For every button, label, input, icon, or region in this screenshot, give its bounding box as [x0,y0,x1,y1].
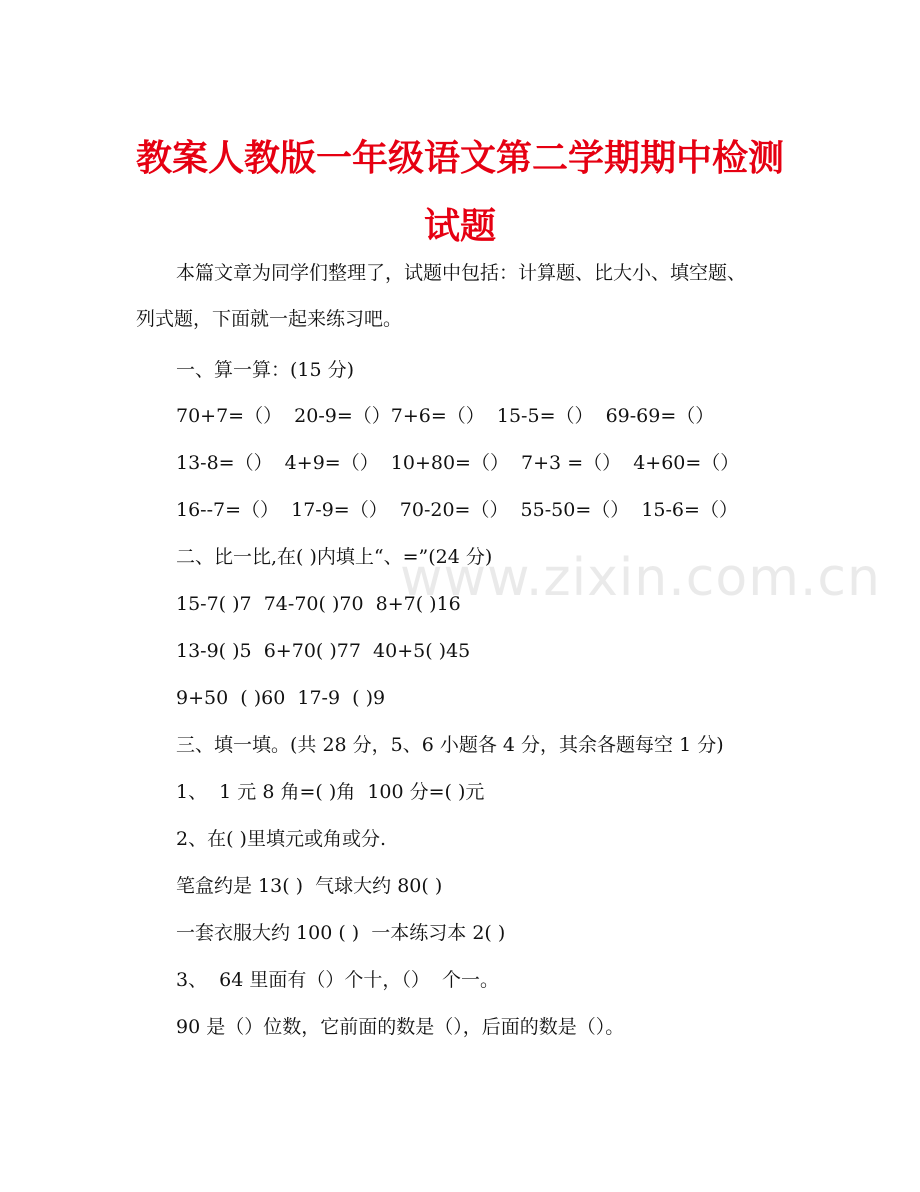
compare-row-1: 15-7( )7 74-70( )70 8+7( )16 [176,593,461,615]
fill-question-1: 1、 1 元 8 角=( )角 100 分=( )元 [176,781,485,803]
section-2-heading: 二、比一比,在( )内填上“、=”(24 分) [176,546,493,568]
intro-line-2: 列式题，下面就一起来练习吧。 [136,308,403,330]
compare-row-3: 9+50 ( )60 17-9 ( )9 [176,687,386,709]
fill-question-3: 3、 64 里面有（）个十，（） 个一。 [176,969,499,991]
calc-row-3: 16--7=（） 17-9=（） 70-20=（） 55-50=（） 15-6=（） [176,499,738,521]
document-title-line-1: 教案人教版一年级语文第二学期期中检测 [135,138,784,179]
watermark: www.zixin.com.cn [400,548,881,608]
compare-row-2: 13-9( )5 6+70( )77 40+5( )45 [176,640,471,662]
section-3-heading: 三、填一填。(共 28 分，5、6 小题各 4 分，其余各题每空 1 分) [176,734,724,756]
section-1-heading: 一、算一算：(15 分) [176,359,355,381]
intro-paragraph [136,250,796,342]
calc-row-1: 70+7=（） 20-9=（）7+6=（） 15-5=（） 69-69=（） [176,405,715,427]
fill-question-3-row-2: 90 是（）位数，它前面的数是（），后面的数是（）。 [176,1016,625,1038]
calc-row-2: 13-8=（） 4+9=（） 10+80=（） 7+3 =（） 4+60=（） [176,452,740,474]
intro-line-1: 本篇文章为同学们整理了，试题中包括：计算题、比大小、填空题、 [176,262,747,284]
document-title-line-2: 试题 [423,206,496,247]
fill-question-2-row-1: 笔盒约是 13( ) 气球大约 80( ) [176,875,443,897]
fill-question-2-row-2: 一套衣服大约 100 ( ) 一本练习本 2( ) [176,922,506,944]
fill-question-2: 2、在( )里填元或角或分. [176,828,386,850]
